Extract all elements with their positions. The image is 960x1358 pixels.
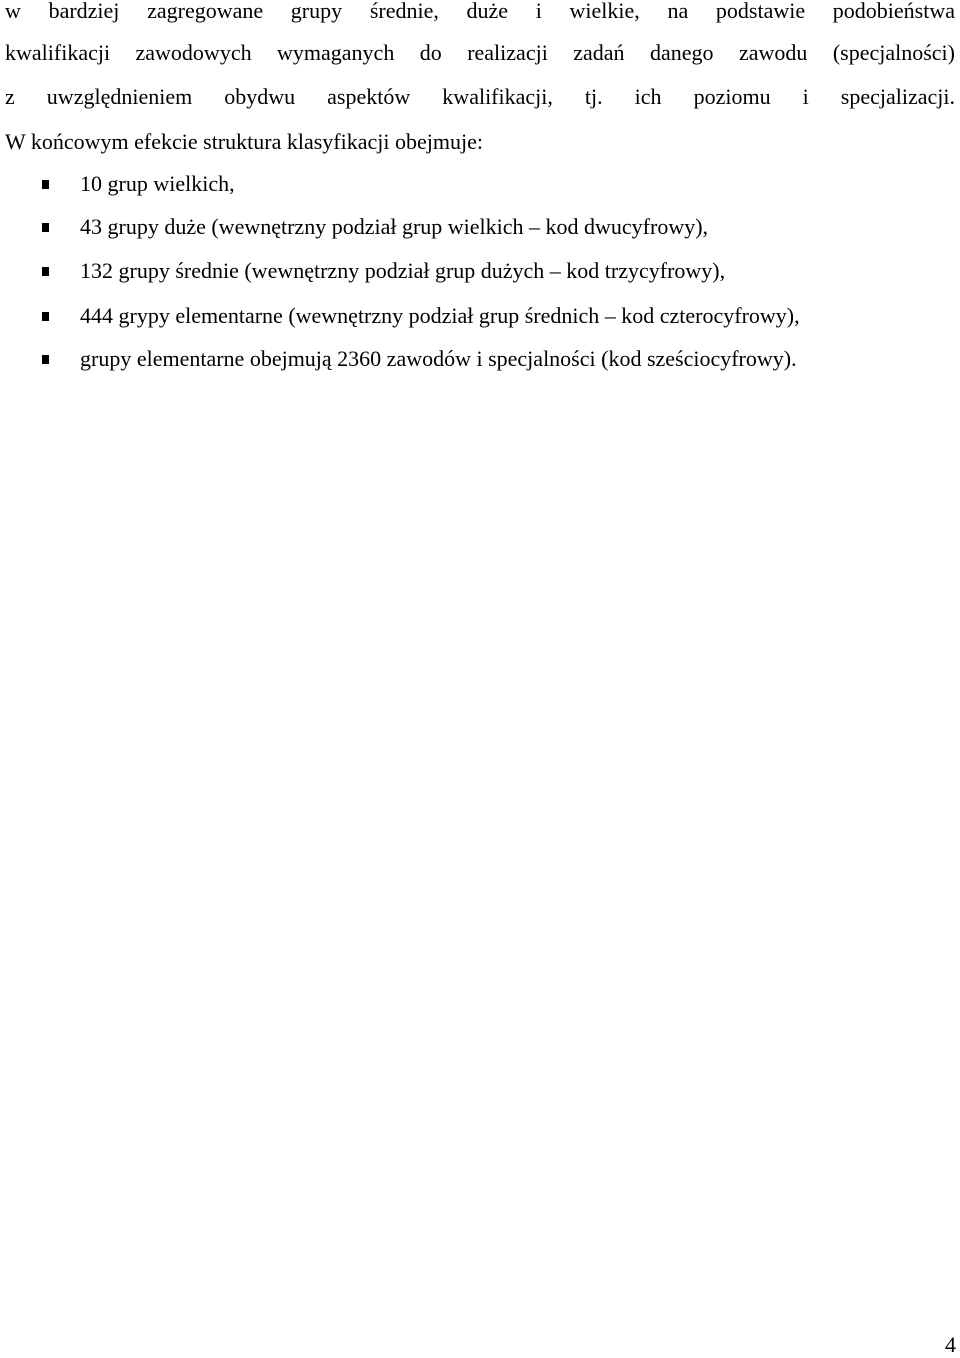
square-bullet-icon [42, 180, 49, 189]
paragraph-line: kwalifikacji zawodowych wymaganych do realizacji zadań danego zawodu (specjalności) [5, 40, 955, 65]
list-item [0, 212, 950, 242]
list-item-text: 10 grup wielkich, [80, 171, 235, 196]
paragraph-line: w bardziej zagregowane grupy średnie, duże i wielkie, na podstawie podobieństwa [5, 0, 955, 23]
list-item-text: 132 grupy średnie (wewnętrzny podział grup dużych – kod trzycyfrowy), [80, 258, 726, 283]
paragraph-line: z uwzględnieniem obydwu aspektów kwalifikacji, tj. ich poziomu i specjalizacji. [5, 84, 955, 109]
list-item [0, 344, 950, 374]
page-number: 4 [945, 1332, 956, 1357]
list-item [0, 301, 950, 331]
square-bullet-icon [42, 223, 49, 232]
square-bullet-icon [42, 267, 49, 276]
list-item-text: 43 grupy duże (wewnętrzny podział grup wielkich – kod dwucyfrowy), [80, 214, 709, 239]
list-item [0, 256, 950, 286]
square-bullet-icon [42, 312, 49, 321]
list-item [0, 169, 950, 199]
paragraph-line: W końcowym efekcie struktura klasyfikacji obejmuje: [5, 129, 483, 154]
square-bullet-icon [42, 355, 49, 364]
list-item-text: 444 grypy elementarne (wewnętrzny podział grup średnich – kod czterocyfrowy), [80, 303, 800, 328]
list-item-text: grupy elementarne obejmują 2360 zawodów i specjalności (kod sześciocyfrowy). [80, 346, 797, 371]
